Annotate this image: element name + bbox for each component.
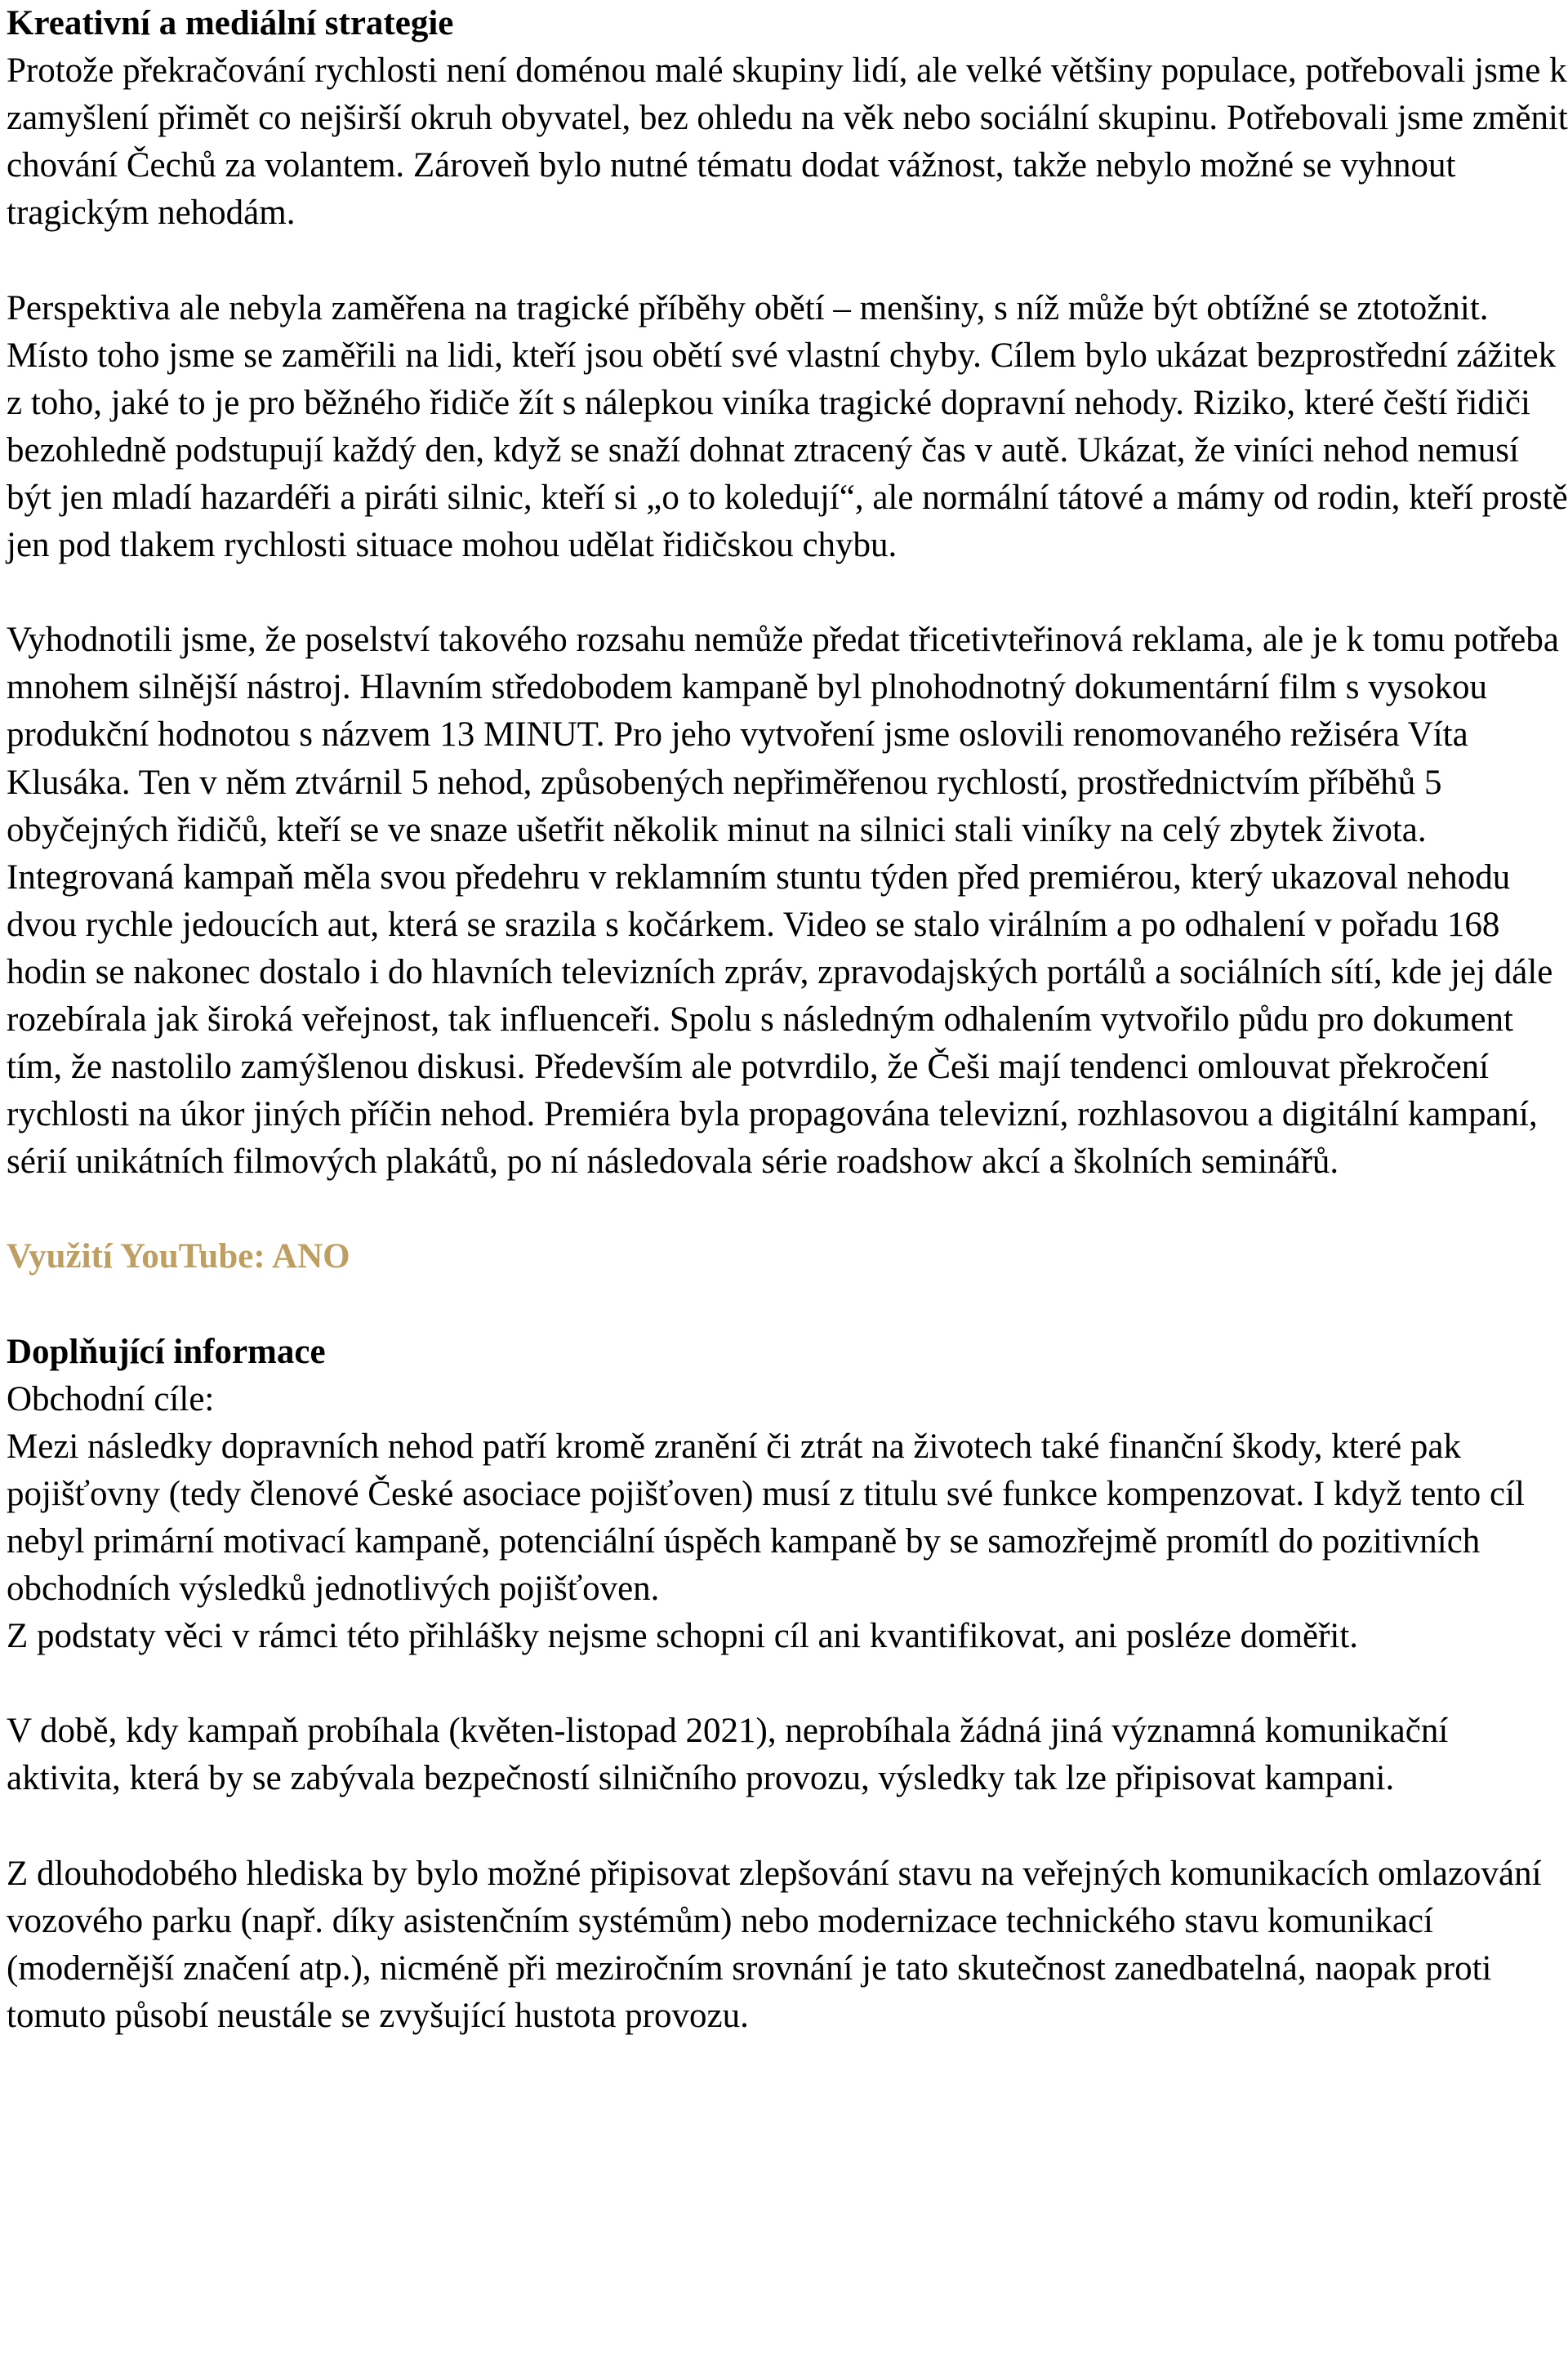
blank-line [7,1186,1568,1233]
blank-line [7,1803,1568,1850]
blank-line [7,1281,1568,1329]
blank-line [7,237,1568,284]
blank-line [7,569,1568,617]
strategy-paragraph-4: Integrovaná kampaň měla svou předehru v reklamním stuntu týden před premiérou, který ukazoval nehodu dvou rychle jedoucích aut, která se srazila s kočárkem. Video se stalo virálním a po odhalení v pořadu 168 hodin se nakonec dostalo i do hlavních televizních zpráv, zpravodajských portálů a sociálních sítí, kde jej dále rozebírala jak široká veřejnost, tak influenceři. Spolu s následným odhalením vytvořilo půdu pro dokument tím, že nastolilo zamýšlenou diskusi. Především ale potvrdilo, že Češi mají tendenci omlouvat překročení rychlosti na úkor jiných příčin nehod. Premiéra byla propagována televizní, rozhlasovou a digitální kampaní, sérií unikátních filmových plakátů, po ní následovala série roadshow akcí a školních seminářů. [7,857,1553,1182]
strategy-paragraph-2: Perspektiva ale nebyla zaměřena na tragické příběhy obětí – menšiny, s níž může být obtížné se ztotožnit. Místo toho jsme se zaměřili na lidi, kteří jsou obětí své vlastní chyby. Cílem bylo ukázat bezprostřední zážitek z toho, jaké to je pro běžného řidiče žít s nálepkou viníka tragické dopravní nehody. Riziko, které čeští řidiči bezohledně podstupují každý den, když se snaží dohnat ztracený čas v autě. Ukázat, že viníci nehod nemusí být jen mladí hazardéři a piráti silnic, kteří si „o to koledují“, ale normální tátové a mámy od rodin, kteří prostě jen pod tlakem rychlosti situace mohou udělat řidičskou chybu. [7,288,1568,565]
additional-paragraph-3: V době, kdy kampaň probíhala (květen-listopad 2021), neprobíhala žádná jiná významná komunikační aktivita, která by se zabývala bezpečností silničního provozu, výsledky tak lze připisovat kampani. [7,1712,1449,1798]
youtube-usage-value: ANO [272,1237,350,1276]
youtube-usage-label: Využití YouTube [7,1237,254,1276]
youtube-usage-line [7,1233,1568,1280]
additional-paragraph-4: Z dlouhodobého hlediska by bylo možné připisovat zlepšování stavu na veřejných komunikacích omlazování vozového parku (např. díky asistenčním systémům) nebo modernizace technického stavu komunikací (modernější značení atp.), nicméně při meziročním srovnání je tato skutečnost zanedbatelná, naopak proti tomuto působí neustále se zvyšující hustota provozu. [7,1854,1542,2035]
additional-paragraph-1: Mezi následky dopravních nehod patří kromě zranění či ztrát na životech také finanční škody, které pak pojišťovny (tedy členové České asociace pojišťoven) musí z titulu své funkce kompenzovat. I když tento cíl nebyl primární motivací kampaně, potenciální úspěch kampaně by se samozřejmě promítl do pozitivních obchodních výsledků jednotlivých pojišťoven. [7,1427,1525,1609]
strategy-paragraph-3: Vyhodnotili jsme, že poselství takového rozsahu nemůže předat třicetivteřinová reklama, ale je k tomu potřeba mnohem silnější nástroj. Hlavním středobodem kampaně byl plnohodnotný dokumentární film s vysokou produkční hodnotou s názvem 13 MINUT. Pro jeho vytvoření jsme oslovili renomovaného režiséra Víta Klusáka. Ten v něm ztvárnil 5 nehod, způsobených nepřiměřenou rychlostí, prostřednictvím příběhů 5 obyčejných řidičů, kteří se ve snaze ušetřit několik minut na silnici stali viníky na celý zbytek života. [7,621,1559,849]
strategy-heading: Kreativní a mediální strategie [7,4,454,42]
blank-line [7,1660,1568,1708]
additional-paragraph-2: Z podstaty věci v rámci této přihlášky nejsme schopni cíl ani kvantifikovat, ani posléze doměřit. [7,1617,1359,1656]
additional-info-heading: Doplňující informace [7,1332,326,1371]
strategy-paragraph-1: Protože překračování rychlosti není doménou malé skupiny lidí, ale velké většiny populace, potřebovali jsme k zamyšlení přimět co nejširší okruh obyvatel, bez ohledu na věk nebo sociální skupinu. Potřebovali jsme změnit chování Čechů za volantem. Zároveň bylo nutné tématu dodat vážnost, takže nebylo možné se vyhnout tragickým nehodám. [7,51,1568,233]
business-goals-label: Obchodní cíle: [7,1379,215,1418]
youtube-usage-separator: : [253,1237,273,1276]
